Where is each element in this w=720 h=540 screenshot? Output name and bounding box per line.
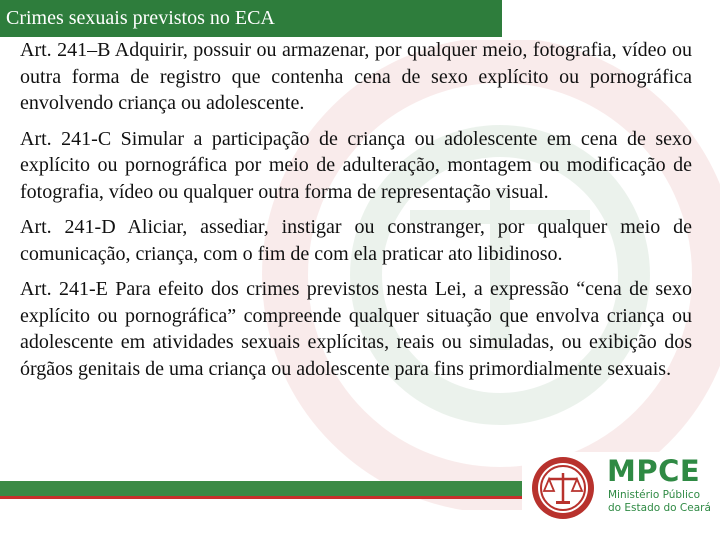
article-241-c: Art. 241-C Simular a participação de criança ou adolescente em cena de sexo explícito ou pornográfica por meio de adulteração, montagem ou modificação de fotografia, vídeo ou qualquer outra forma de representação visual.: [20, 127, 692, 203]
article-241-e: Art. 241-E Para efeito dos crimes previstos nesta Lei, a expressão “cena de sexo explícito ou pornográfica” compreende qualquer situação que envolva criança ou adolescente em atividades sexuais explícitas, reais ou simuladas, ou exibição dos órgãos genitais de uma criança ou adolescente para fins primordialmente sexuais.: [20, 278, 692, 380]
article-list: [20, 37, 692, 391]
slide-title: Crimes sexuais previstos no ECA: [6, 7, 275, 29]
logo-subtitle-line-1: Ministério Público: [608, 489, 701, 501]
logo-subtitle: [608, 489, 711, 515]
article-241-b: Art. 241–B Adquirir, possuir ou armazenar, por qualquer meio, fotografia, vídeo ou outra forma de registro que contenha cena de sexo explícito ou pornográfica envolvendo criança ou adolescente.: [20, 39, 692, 114]
logo-name: MPCE: [607, 454, 701, 488]
mpce-seal-icon: [530, 455, 596, 521]
article-241-d: Art. 241-D Aliciar, assediar, instigar ou constranger, por qualquer meio de comunicação, criança, com o fim de com ela praticar ato libidinoso.: [20, 216, 692, 265]
title-bar: [0, 0, 502, 37]
logo-subtitle-line-2: do Estado do Ceará: [608, 502, 711, 514]
